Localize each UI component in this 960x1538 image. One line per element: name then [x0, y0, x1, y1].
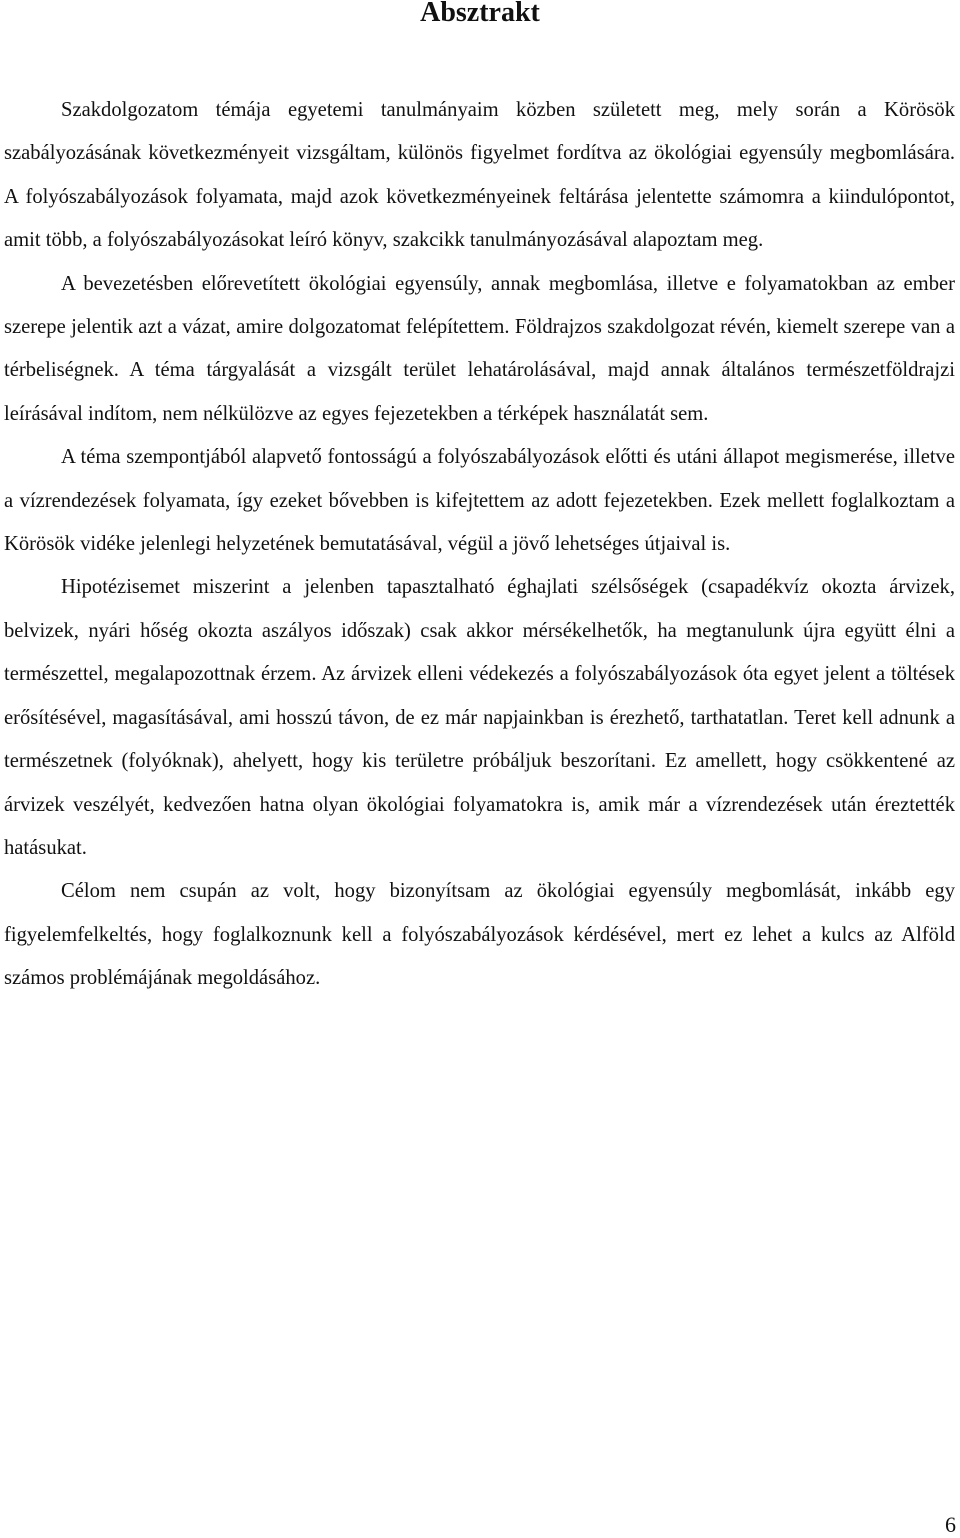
paragraph-1: Szakdolgozatom témája egyetemi tanulmányaim közben született meg, mely során a Körösök szabályozásának következményeit vizsgáltam, különös figyelmet fordítva az ökológiai egyensúly megbomlására. A folyószabályozások folyamata, majd azok következményeinek feltárása jelentette számomra a kiindulópontot, amit több, a folyószabályozásokat leíró könyv, szakcikk tanulmányozásával alapoztam meg. — [4, 99, 955, 252]
abstract-body — [4, 89, 955, 1001]
paragraph-5: Célom nem csupán az volt, hogy bizonyítsam az ökológiai egyensúly megbomlását, inkább egy figyelemfelkeltés, hogy foglalkoznunk kell a folyószabályozások kérdésével, mert ez lehet a kulcs az Alföld számos problémájának megoldásához. — [4, 880, 955, 990]
page-title: Absztrakt — [420, 0, 540, 28]
page-number: 6 — [945, 1512, 956, 1537]
paragraph-2: A bevezetésben előrevetített ökológiai egyensúly, annak megbomlása, illetve e folyamatokban az ember szerepe jelentik azt a vázat, amire dolgozatomat felépítettem. Földrajzos szakdolgozat révén, kiemelt szerepe van a térbeliségnek. A téma tárgyalását a vizsgált terület lehatárolásával, majd annak általános természetföldrajzi leírásával indítom, nem nélkülözve az egyes fejezetekben a térképek használatát sem. — [4, 272, 955, 425]
paragraph-3: A téma szempontjából alapvető fontosságú a folyószabályozások előtti és utáni állapot megismerése, illetve a vízrendezések folyamata, így ezeket bővebben is kifejtettem az adott fejezetekben. Ezek mellett foglalkoztam a Körösök vidéke jelenlegi helyzetének bemutatásával, végül a jövő lehetséges útjaival is. — [4, 446, 955, 556]
paragraph-4: Hipotézisemet miszerint a jelenben tapasztalható éghajlati szélsőségek (csapadékvíz okozta árvizek, belvizek, nyári hőség okozta aszályos időszak) csak akkor mérsékelhetők, ha megtanulunk újra együtt élni a természettel, megalapozottnak érzem. Az árvizek elleni védekezés a folyószabályozások óta egyet jelent a töltések erősítésével, magasításával, ami hosszú távon, de ez már napjainkban is érezhető, tarthatatlan. Teret kell adnunk a természetnek (folyóknak), ahelyett, hogy kis területre próbáljuk beszorítani. Ez amellett, hogy csökkentené az árvizek veszélyét, kedvezően hatna olyan ökológiai folyamatokra is, amik már a vízrendezések után éreztették hatásukat. — [4, 576, 955, 859]
